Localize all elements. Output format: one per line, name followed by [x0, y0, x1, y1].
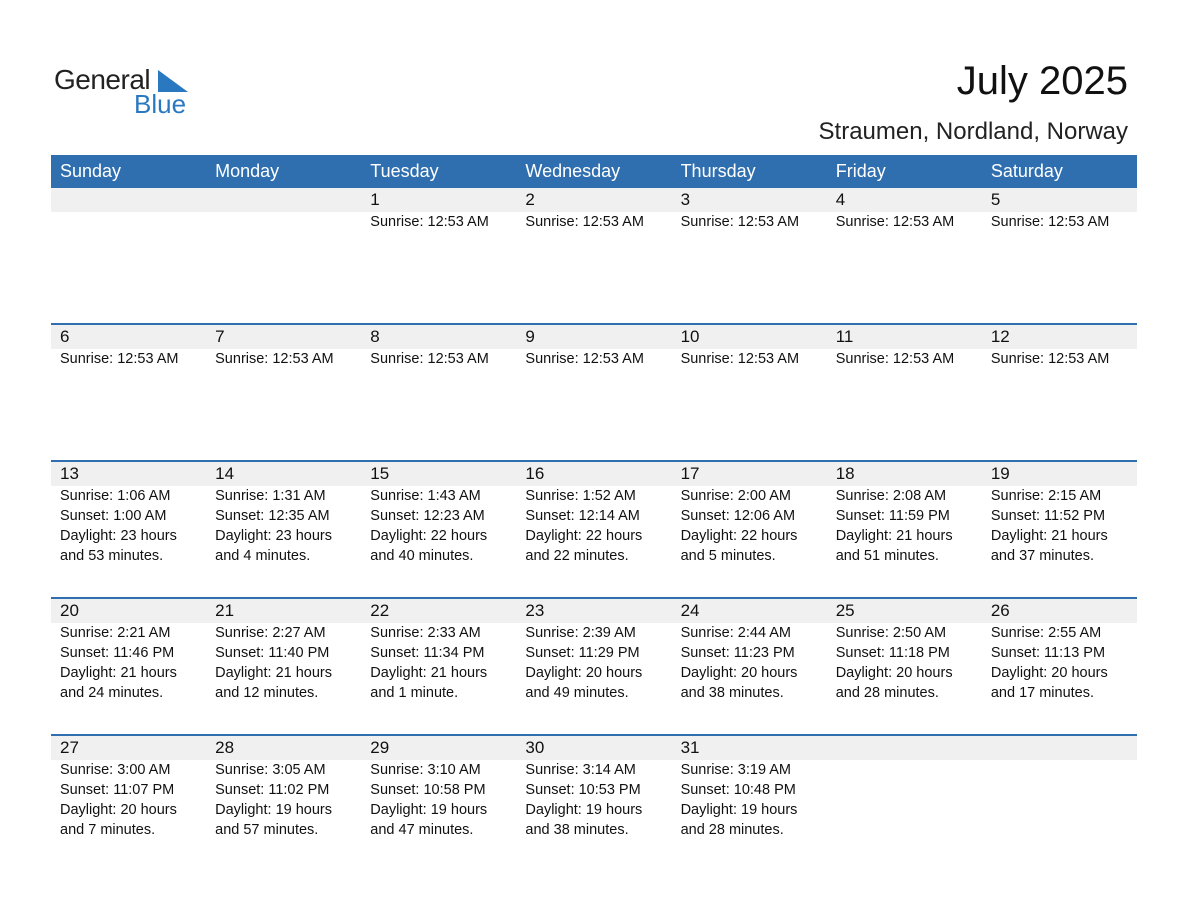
- day-info-line: Sunrise: 12:53 AM: [835, 214, 955, 230]
- day-number: 30: [525, 738, 545, 757]
- week-row: [51, 597, 1137, 734]
- day-info-line: Sunset: 10:53 PM: [525, 782, 641, 798]
- day-cell: [982, 188, 1137, 232]
- day-number: 21: [215, 601, 235, 620]
- day-number: 18: [835, 464, 855, 483]
- day-info-line: Sunset: 11:18 PM: [835, 645, 950, 661]
- day-number: 15: [370, 464, 390, 483]
- day-info-line: Sunrise: 3:14 AM: [525, 762, 636, 778]
- day-info-line: Sunrise: 12:53 AM: [680, 351, 800, 367]
- page-title: July 2025: [956, 59, 1128, 103]
- day-cell: [827, 462, 982, 566]
- day-cell: [51, 325, 206, 369]
- day-cell: [361, 599, 516, 703]
- day-info-line: and 47 minutes.: [370, 822, 474, 838]
- weekday-sunday: Sunday: [60, 161, 122, 181]
- day-info-line: Sunrise: 2:08 AM: [835, 488, 947, 504]
- day-info-line: Sunset: 11:02 PM: [215, 782, 330, 798]
- day-info-line: Daylight: 19 hours: [525, 802, 643, 818]
- day-cell: [516, 462, 671, 566]
- day-number: 3: [680, 190, 691, 209]
- day-info-line: Sunrise: 1:06 AM: [60, 488, 171, 504]
- day-info-line: Sunrise: 12:53 AM: [990, 351, 1110, 367]
- day-cell: [982, 736, 1137, 840]
- day-cell: [982, 599, 1137, 703]
- day-info-line: Sunset: 10:48 PM: [680, 782, 796, 798]
- week-cells: [51, 188, 1137, 232]
- week-row: [51, 188, 1137, 323]
- day-number: 6: [60, 327, 70, 346]
- calendar: [51, 155, 1137, 871]
- day-cell: [672, 736, 827, 840]
- weeks-container: [51, 188, 1137, 871]
- day-number: 1: [370, 190, 380, 209]
- day-number: [215, 188, 361, 212]
- day-info-line: and 53 minutes.: [60, 548, 164, 564]
- day-cell: [827, 736, 982, 840]
- day-cell: [361, 736, 516, 840]
- day-number: 12: [990, 327, 1010, 346]
- weekday-header: [51, 155, 1137, 188]
- day-cell: [516, 188, 671, 232]
- day-info-line: Sunrise: 12:53 AM: [835, 351, 955, 367]
- day-info-line: Sunset: 11:40 PM: [215, 645, 330, 661]
- day-info-line: and 28 minutes.: [835, 685, 939, 701]
- weekday-thursday: Thursday: [680, 161, 756, 181]
- day-info-line: Sunrise: 2:50 AM: [835, 625, 947, 641]
- day-number: 14: [215, 464, 235, 483]
- day-cell: [51, 462, 206, 566]
- day-cell: [672, 188, 827, 232]
- day-info-line: Daylight: 20 hours: [60, 802, 177, 818]
- day-cell: [206, 599, 361, 703]
- day-info-line: Sunset: 11:13 PM: [990, 645, 1106, 661]
- day-number: 24: [680, 601, 700, 620]
- day-cell: [51, 188, 206, 232]
- day-number: 27: [60, 738, 79, 757]
- week-row: [51, 460, 1137, 597]
- day-info-line: Daylight: 21 hours: [215, 665, 333, 681]
- day-info-line: Sunrise: 2:00 AM: [680, 488, 791, 504]
- week-cells: [51, 736, 1137, 840]
- day-info-line: Sunrise: 12:53 AM: [370, 351, 489, 367]
- week-cells: [51, 462, 1137, 566]
- day-info-line: Sunrise: 2:15 AM: [990, 488, 1102, 504]
- day-cell: [516, 325, 671, 369]
- day-cell: [361, 462, 516, 566]
- day-info-line: Daylight: 22 hours: [680, 528, 798, 544]
- day-info-line: and 57 minutes.: [215, 822, 319, 838]
- day-info-line: Sunset: 11:34 PM: [370, 645, 485, 661]
- logo-text-blue: Blue: [134, 89, 187, 119]
- day-info-line: Sunset: 12:06 AM: [680, 508, 796, 524]
- day-info-line: and 12 minutes.: [215, 685, 319, 701]
- day-info-line: Daylight: 20 hours: [525, 665, 643, 681]
- week-cells: [51, 599, 1137, 703]
- logo-text-general: General: [54, 64, 151, 95]
- day-cell: [827, 325, 982, 369]
- day-cell: [361, 325, 516, 369]
- day-number: 4: [835, 190, 846, 209]
- day-cell: [827, 599, 982, 703]
- day-cell: [361, 188, 516, 232]
- day-info-line: Sunrise: 12:53 AM: [525, 214, 644, 230]
- day-number: 22: [370, 601, 390, 620]
- day-number: 16: [525, 464, 545, 483]
- day-number: 9: [525, 327, 535, 346]
- day-number: 10: [680, 327, 700, 346]
- day-info-line: Sunrise: 2:21 AM: [60, 625, 171, 641]
- day-number: 19: [990, 464, 1010, 483]
- day-cell: [206, 325, 361, 369]
- day-number: [991, 736, 1137, 760]
- day-info-line: Daylight: 21 hours: [370, 665, 488, 681]
- week-row: [51, 734, 1137, 871]
- day-number: 28: [215, 738, 235, 757]
- day-info-line: Sunrise: 1:43 AM: [370, 488, 481, 504]
- day-info-line: Daylight: 20 hours: [680, 665, 798, 681]
- day-cell: [51, 599, 206, 703]
- day-info-line: Sunrise: 1:31 AM: [215, 488, 326, 504]
- weekday-monday: Monday: [215, 161, 280, 181]
- day-number: 2: [525, 190, 535, 209]
- day-info-line: Sunrise: 3:00 AM: [60, 762, 171, 778]
- day-info-line: Sunrise: 12:53 AM: [680, 214, 800, 230]
- day-info-line: Sunrise: 12:53 AM: [990, 214, 1110, 230]
- day-info-line: Daylight: 21 hours: [835, 528, 953, 544]
- day-info-line: Sunset: 12:14 AM: [525, 508, 640, 524]
- day-info-line: Sunset: 11:29 PM: [525, 645, 640, 661]
- day-number: 17: [680, 464, 700, 483]
- day-number: 26: [990, 601, 1010, 620]
- day-info-line: and 38 minutes.: [525, 822, 629, 838]
- day-number: 20: [60, 601, 79, 620]
- day-info-line: Sunrise: 2:44 AM: [680, 625, 791, 641]
- day-cell: [516, 736, 671, 840]
- day-info-line: Daylight: 22 hours: [370, 528, 488, 544]
- day-cell: [982, 325, 1137, 369]
- day-info-line: Sunset: 11:59 PM: [835, 508, 950, 524]
- day-cell: [827, 188, 982, 232]
- day-info-line: Sunrise: 12:53 AM: [525, 351, 644, 367]
- location-subtitle: Straumen, Nordland, Norway: [818, 118, 1128, 145]
- day-info-line: and 51 minutes.: [835, 548, 939, 564]
- day-cell: [206, 736, 361, 840]
- day-info-line: and 4 minutes.: [215, 548, 311, 564]
- day-info-line: and 1 minute.: [370, 685, 459, 701]
- weekday-saturday: Saturday: [990, 161, 1063, 181]
- day-number: 31: [680, 738, 700, 757]
- day-info-line: Daylight: 22 hours: [525, 528, 643, 544]
- day-cell: [206, 462, 361, 566]
- day-number: [60, 188, 206, 212]
- logo: [54, 64, 194, 120]
- day-info-line: Daylight: 19 hours: [370, 802, 488, 818]
- day-info-line: Daylight: 19 hours: [215, 802, 333, 818]
- day-number: 13: [60, 464, 79, 483]
- day-cell: [516, 599, 671, 703]
- day-number: 23: [525, 601, 545, 620]
- day-info-line: and 7 minutes.: [60, 822, 156, 838]
- day-info-line: Sunset: 10:58 PM: [370, 782, 486, 798]
- day-info-line: and 17 minutes.: [990, 685, 1095, 701]
- week-row: [51, 323, 1137, 460]
- day-cell: [672, 325, 827, 369]
- weekday-tuesday: Tuesday: [370, 161, 439, 181]
- day-info-line: Sunset: 11:23 PM: [680, 645, 795, 661]
- day-number: [836, 736, 982, 760]
- day-info-line: and 24 minutes.: [60, 685, 164, 701]
- day-info-line: Sunrise: 12:53 AM: [370, 214, 489, 230]
- day-info-line: Sunset: 11:07 PM: [60, 782, 175, 798]
- day-info-line: Daylight: 21 hours: [60, 665, 177, 681]
- day-number: 29: [370, 738, 390, 757]
- day-cell: [982, 462, 1137, 566]
- day-cell: [51, 736, 206, 840]
- day-number: 5: [990, 190, 1001, 209]
- day-info-line: and 37 minutes.: [990, 548, 1095, 564]
- day-info-line: Daylight: 23 hours: [60, 528, 177, 544]
- day-info-line: Sunset: 1:00 AM: [60, 508, 167, 524]
- weekday-friday: Friday: [835, 161, 886, 181]
- day-info-line: Sunrise: 2:27 AM: [215, 625, 326, 641]
- day-cell: [672, 462, 827, 566]
- day-info-line: and 40 minutes.: [370, 548, 474, 564]
- day-info-line: Sunset: 12:35 AM: [215, 508, 330, 524]
- day-info-line: and 22 minutes.: [525, 548, 629, 564]
- day-info-line: and 5 minutes.: [680, 548, 776, 564]
- day-info-line: Sunset: 12:23 AM: [370, 508, 485, 524]
- day-cell: [672, 599, 827, 703]
- day-info-line: Daylight: 20 hours: [835, 665, 953, 681]
- day-info-line: Sunrise: 12:53 AM: [215, 351, 334, 367]
- day-info-line: and 49 minutes.: [525, 685, 629, 701]
- week-cells: [51, 325, 1137, 369]
- day-info-line: and 28 minutes.: [680, 822, 784, 838]
- day-info-line: Sunrise: 1:52 AM: [525, 488, 636, 504]
- day-info-line: Sunrise: 3:10 AM: [370, 762, 481, 778]
- day-info-line: Sunrise: 3:19 AM: [680, 762, 791, 778]
- day-info-line: Sunrise: 2:33 AM: [370, 625, 481, 641]
- day-info-line: Daylight: 23 hours: [215, 528, 333, 544]
- day-info-line: Sunrise: 3:05 AM: [215, 762, 326, 778]
- day-cell: [206, 188, 361, 232]
- day-info-line: Sunrise: 2:39 AM: [525, 625, 636, 641]
- day-info-line: Daylight: 19 hours: [680, 802, 798, 818]
- day-number: 8: [370, 327, 380, 346]
- day-info-line: Daylight: 21 hours: [990, 528, 1108, 544]
- day-info-line: Sunrise: 2:55 AM: [990, 625, 1102, 641]
- day-info-line: Sunrise: 12:53 AM: [60, 351, 179, 367]
- day-number: 25: [835, 601, 855, 620]
- day-number: 11: [835, 327, 854, 346]
- day-info-line: and 38 minutes.: [680, 685, 784, 701]
- day-number: 7: [215, 327, 225, 346]
- weekday-wednesday: Wednesday: [525, 161, 621, 181]
- day-info-line: Sunset: 11:46 PM: [60, 645, 175, 661]
- day-info-line: Sunset: 11:52 PM: [990, 508, 1106, 524]
- day-info-line: Daylight: 20 hours: [990, 665, 1108, 681]
